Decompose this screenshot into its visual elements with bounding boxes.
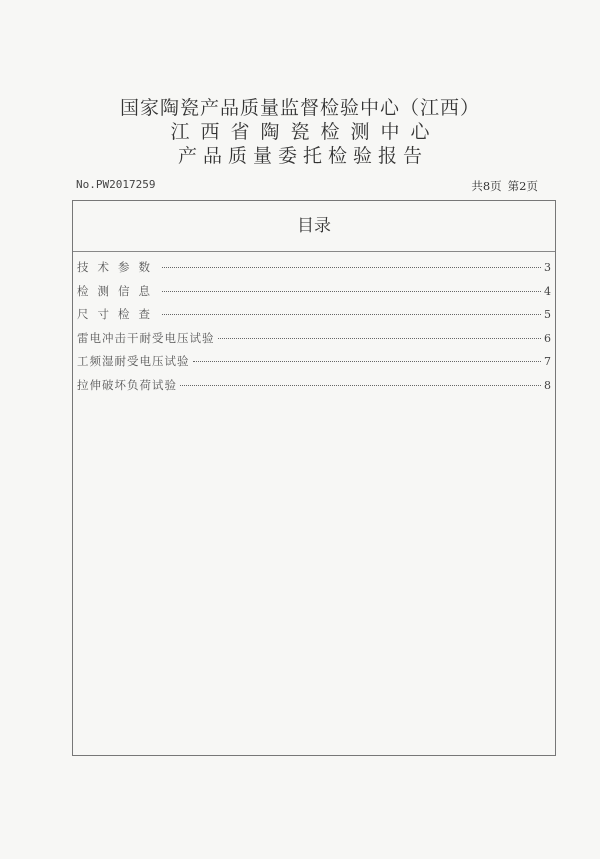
toc-item-page: 7 bbox=[544, 355, 551, 368]
toc-leader-dots bbox=[218, 338, 542, 339]
toc-leader-dots bbox=[162, 314, 541, 315]
toc-item-dimension-check[interactable] bbox=[77, 306, 551, 330]
toc-item-power-frequency-wet-test[interactable] bbox=[77, 353, 551, 377]
header-provincial-center: 江西省陶瓷检测中心 bbox=[170, 121, 441, 143]
toc-item-label: 工频湿耐受电压试验 bbox=[77, 354, 190, 368]
toc-frame bbox=[72, 200, 556, 756]
toc-item-lightning-impulse-test[interactable] bbox=[77, 330, 551, 354]
toc-item-page: 4 bbox=[544, 284, 551, 298]
report-number: No.PW2017259 bbox=[76, 178, 156, 191]
toc-leader-dots bbox=[162, 267, 541, 268]
toc-list bbox=[77, 259, 551, 400]
toc-item-technical-parameters[interactable] bbox=[77, 259, 551, 283]
header-report-title: 产品质量委托检验报告 bbox=[177, 145, 428, 167]
toc-title: 目录 bbox=[73, 201, 555, 252]
toc-item-page: 5 bbox=[544, 308, 551, 321]
header-center-name: 国家陶瓷产品质量监督检验中心（江西） bbox=[119, 97, 480, 119]
toc-item-page: 8 bbox=[544, 378, 551, 392]
report-header bbox=[0, 96, 600, 168]
page-count bbox=[471, 178, 538, 194]
toc-item-page: 6 bbox=[544, 331, 551, 345]
toc-item-label: 技术参数 bbox=[77, 260, 159, 274]
total-pages: 共8页 bbox=[471, 179, 502, 193]
toc-leader-dots bbox=[193, 361, 542, 362]
toc-leader-dots bbox=[162, 291, 541, 292]
toc-item-tensile-failure-load-test[interactable] bbox=[77, 377, 551, 401]
toc-leader-dots bbox=[180, 385, 541, 386]
toc-item-test-information[interactable] bbox=[77, 283, 551, 307]
toc-item-label: 检测信息 bbox=[77, 283, 159, 298]
toc-item-label: 拉伸破坏负荷试验 bbox=[77, 377, 177, 392]
current-page: 第2页 bbox=[507, 179, 538, 193]
toc-item-label: 尺寸检查 bbox=[77, 307, 159, 321]
toc-item-page: 3 bbox=[544, 261, 551, 274]
toc-item-label: 雷电冲击干耐受电压试验 bbox=[77, 330, 215, 345]
